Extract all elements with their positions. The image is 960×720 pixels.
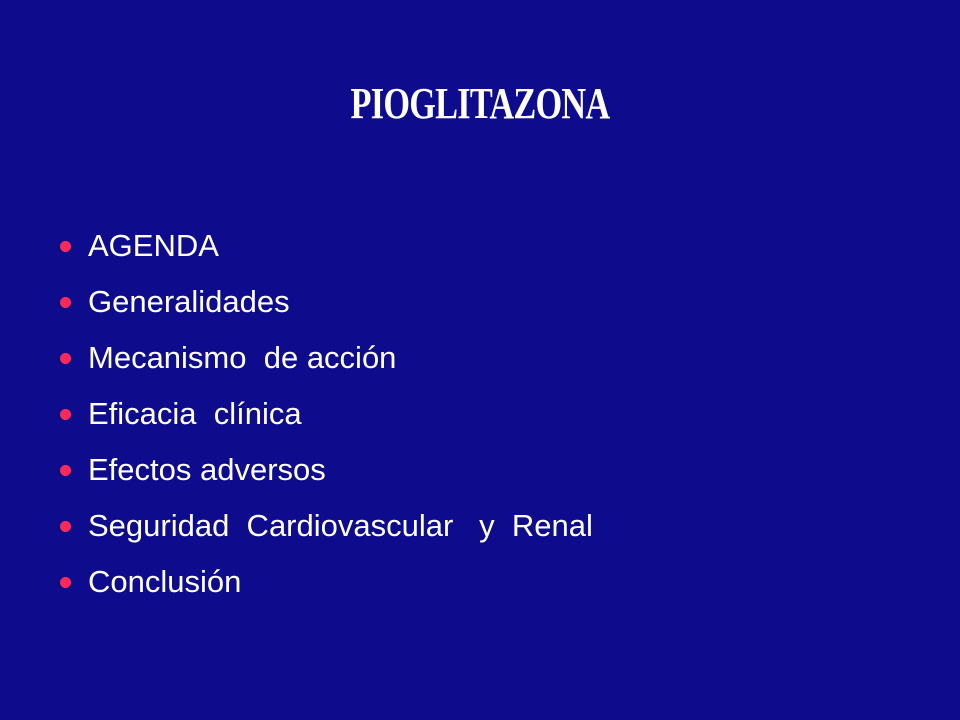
- list-item: [60, 330, 593, 386]
- bullet-dot-icon: [60, 409, 71, 420]
- list-item: [60, 498, 593, 554]
- list-item-text: Mecanismo de acción: [88, 340, 397, 375]
- list-item: [60, 442, 593, 498]
- list-item: [60, 274, 593, 330]
- bullet-dot-icon: [60, 577, 71, 588]
- bullet-dot-icon: [60, 521, 71, 532]
- bullet-dot-icon: [60, 465, 71, 476]
- list-item-text: Efectos adversos: [88, 452, 326, 487]
- list-item: [60, 554, 593, 610]
- bullet-dot-icon: [60, 241, 71, 252]
- list-item-text: Seguridad Cardiovascular y Renal: [88, 508, 593, 543]
- agenda-list: [60, 218, 593, 610]
- list-item-text: Eficacia clínica: [88, 396, 302, 431]
- list-item-text: Conclusión: [88, 564, 242, 599]
- slide-title: PIOGLITAZONA: [350, 79, 610, 128]
- list-item: [60, 386, 593, 442]
- list-item-text: AGENDA: [88, 228, 219, 263]
- list-item: [60, 218, 593, 274]
- bullet-dot-icon: [60, 353, 71, 364]
- bullet-dot-icon: [60, 297, 71, 308]
- list-item-text: Generalidades: [88, 284, 290, 319]
